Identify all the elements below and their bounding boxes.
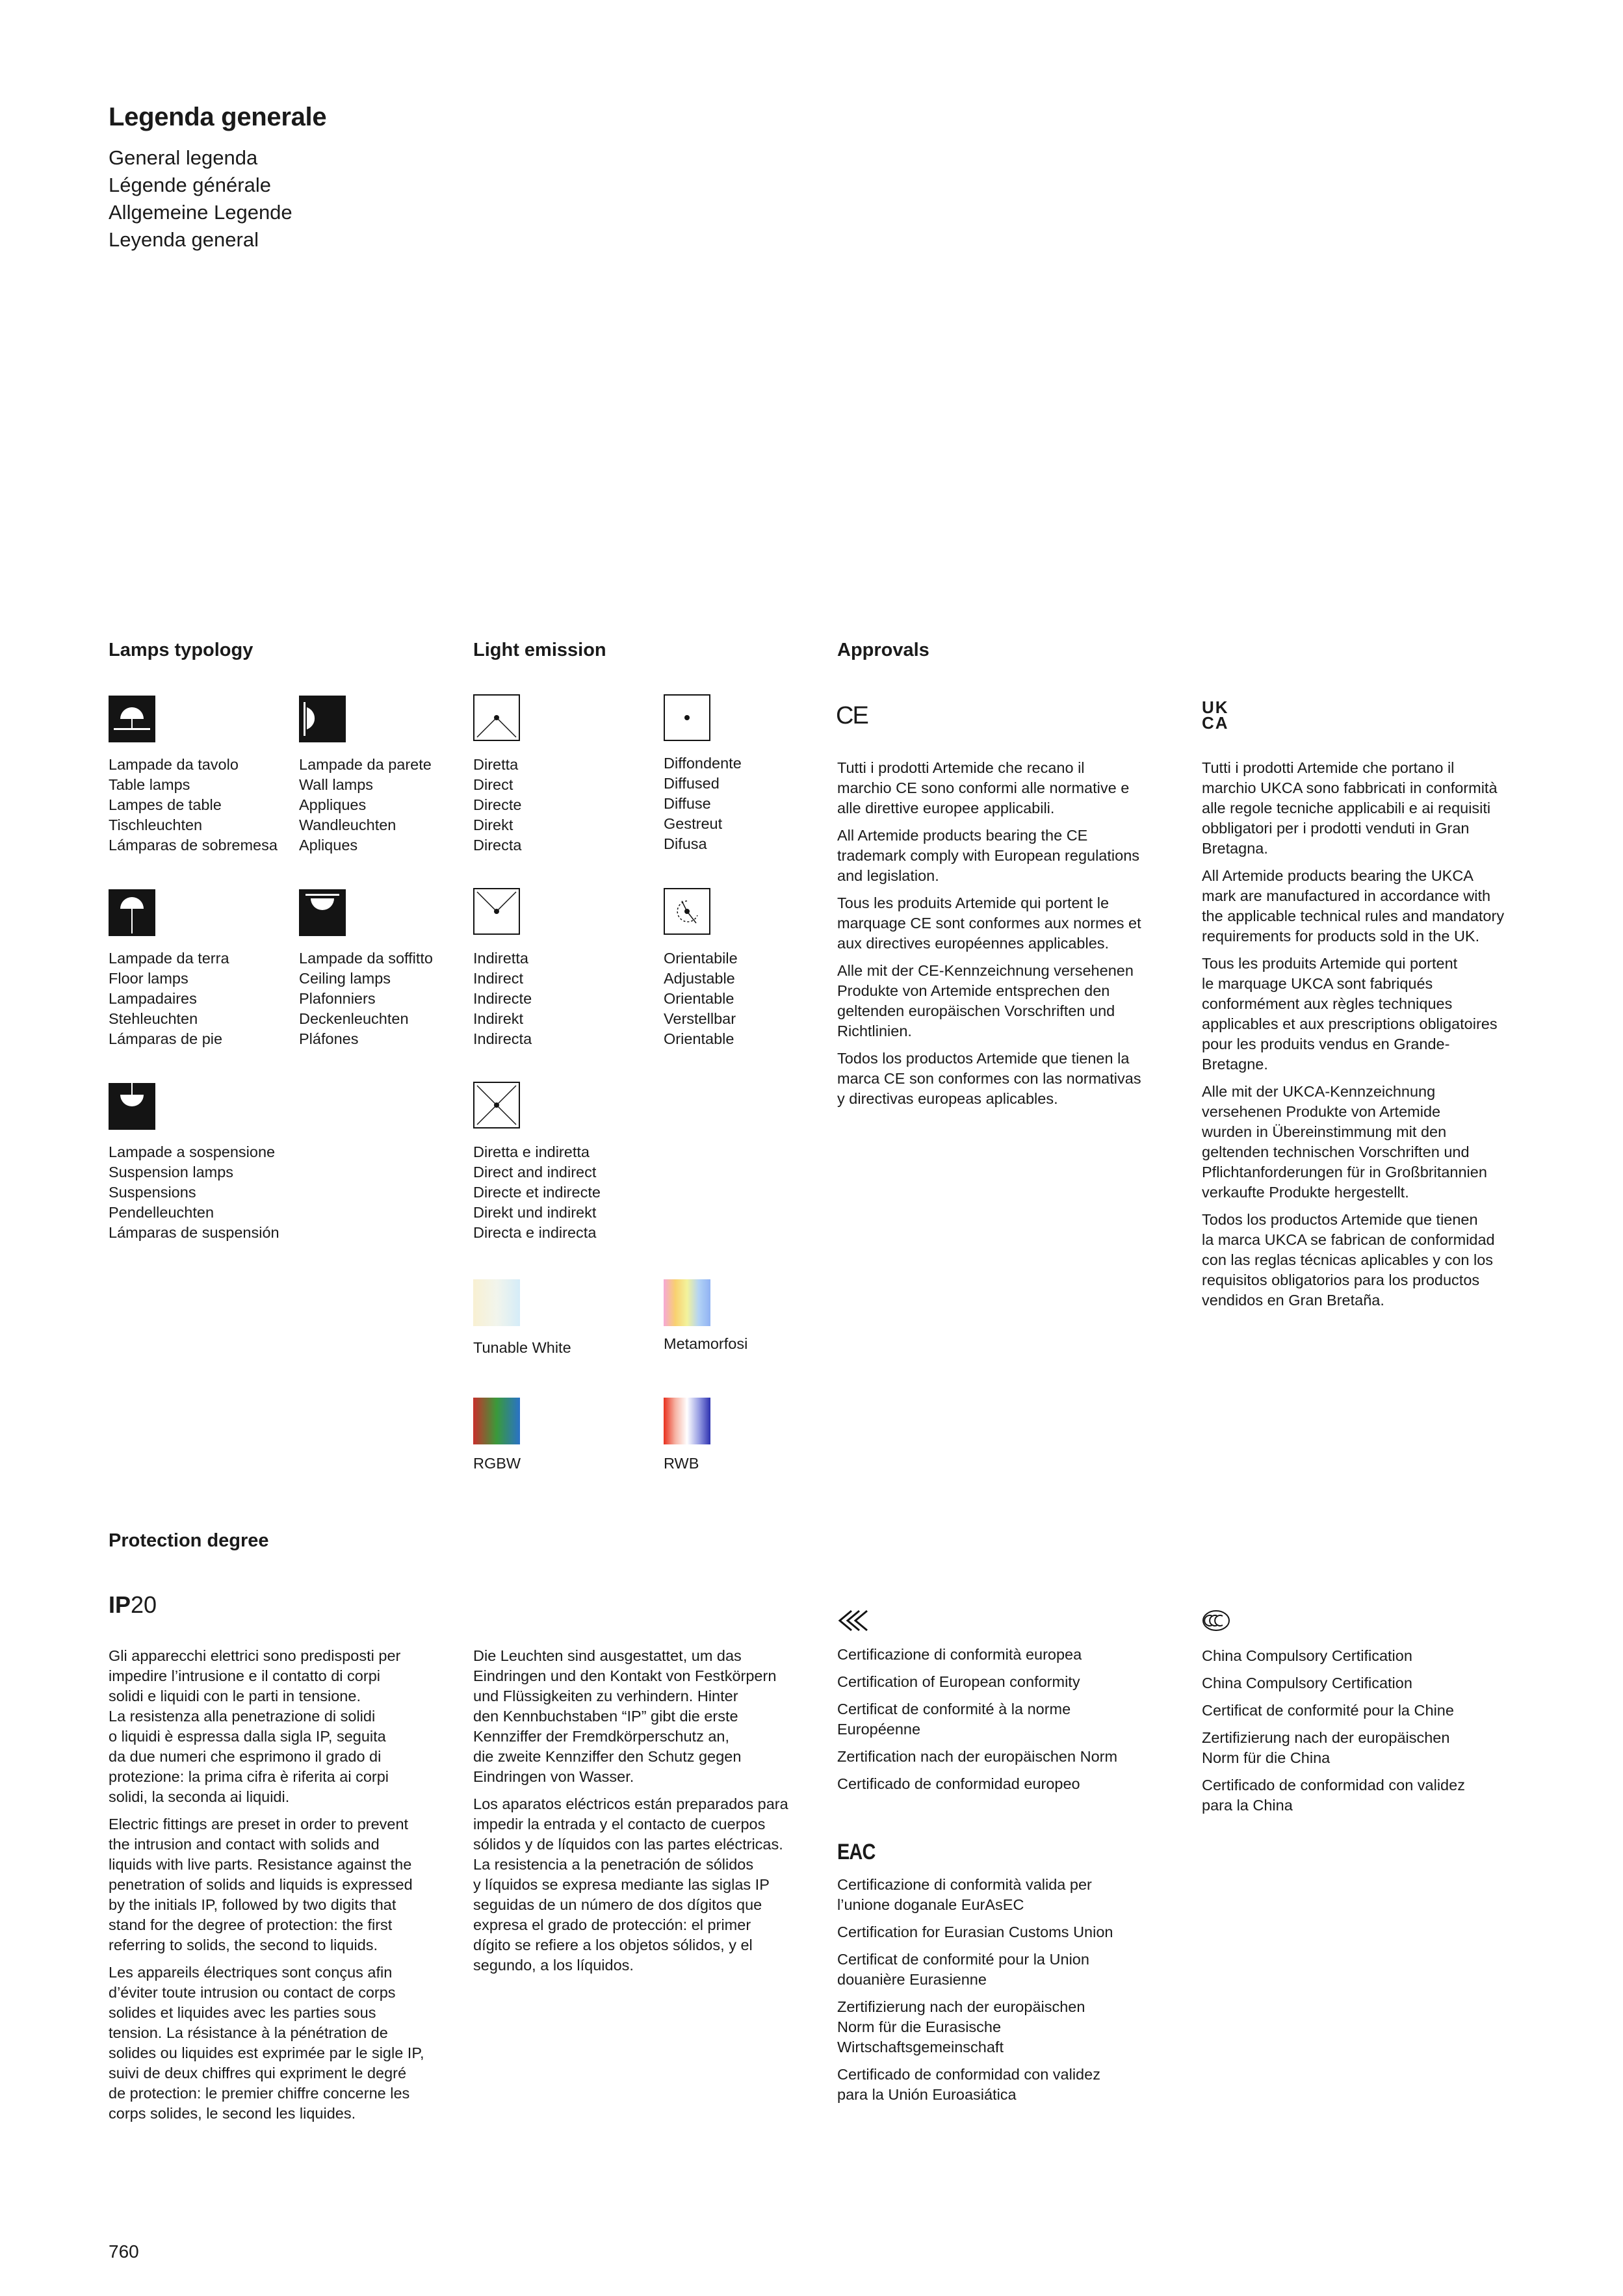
text-line: liquids with live parts. Resistance against the	[109, 1856, 412, 1873]
label-de: Verstellbar	[664, 1010, 736, 1027]
label-en: Direct	[473, 776, 513, 793]
label-es: Lámparas de pie	[109, 1030, 223, 1047]
diffused-light-labels	[664, 753, 742, 854]
text-line: Tutti i prodotti Artemide che portano il	[1202, 759, 1455, 776]
text-line: China Compulsory Certification	[1202, 1675, 1412, 1691]
text-line: Certificado de conformidad con validez	[837, 2066, 1100, 2083]
adjustable-light-labels	[664, 948, 738, 1049]
text-line: o liquidi è espressa dalla sigla IP, seguita	[109, 1728, 386, 1745]
text-line: suivi de deux chiffres qui expriment le degré	[109, 2065, 407, 2081]
text-line: Richtlinien.	[837, 1023, 912, 1039]
label-es: Difusa	[664, 835, 707, 852]
ce-description	[837, 758, 1141, 1116]
label-en: Floor lamps	[109, 970, 188, 987]
text-line: Bretagne.	[1202, 1056, 1268, 1073]
direct-light-labels	[473, 755, 521, 855]
label-en: Diffused	[664, 775, 720, 792]
direct-indirect-light-icon	[473, 1082, 520, 1128]
text-line: and legislation.	[837, 867, 939, 884]
indirect-light-labels	[473, 948, 532, 1049]
light-emission-heading: Light emission	[473, 640, 606, 660]
ccc-mark-icon	[1202, 1610, 1230, 1635]
text-line: Alle mit der UKCA-Kennzeichnung	[1202, 1083, 1436, 1100]
text-line: Certificat de conformité pour la Chine	[1202, 1702, 1454, 1719]
direct-light-icon	[473, 694, 520, 741]
label-it: Lampade da soffitto	[299, 950, 433, 967]
text-line: Eindringen und den Kontakt von Festkörpern	[473, 1667, 777, 1684]
text-line: solides et liquides avec les parties sous	[109, 2004, 376, 2021]
text-line: solidi, la seconda ai liquidi.	[109, 1788, 290, 1805]
text-line: Tous les produits Artemide qui portent	[1202, 955, 1458, 972]
text-line: da due numeri che esprimono il grado di	[109, 1748, 382, 1765]
text-line: expresa el grado de protección: el primer	[473, 1916, 751, 1933]
text-line: marca CE son conformes con las normativas	[837, 1070, 1141, 1087]
tunable-white-swatch	[473, 1279, 520, 1326]
label-es: Directa e indirecta	[473, 1224, 597, 1241]
label-en: Indirect	[473, 970, 524, 987]
subtitle-es: Leyenda general	[109, 228, 259, 251]
text-line: y líquidos se expresa mediante las siglas IP	[473, 1876, 770, 1893]
text-line: Tous les produits Artemide qui portent le	[837, 894, 1110, 911]
text-line: Certificazione di conformità europea	[837, 1646, 1082, 1663]
direct-indirect-light-labels	[473, 1142, 601, 1243]
text-line: die zweite Kennziffer den Schutz gegen	[473, 1748, 742, 1765]
label-es: Apliques	[299, 837, 358, 854]
subtitle-en: General legenda	[109, 146, 258, 169]
page-number: 760	[109, 2241, 139, 2262]
label-it: Orientabile	[664, 950, 738, 967]
text-line: requirements for products sold in the UK.	[1202, 928, 1480, 945]
text-line: Certification of European conformity	[837, 1673, 1080, 1690]
text-line: Zertifizierung nach der europäischen	[1202, 1729, 1450, 1746]
text-line: seguidas de un número de dos dígitos que	[473, 1896, 762, 1913]
text-line: La resistencia a la penetración de sólidos	[473, 1856, 754, 1873]
text-line: dígito se refiere a los objetos sólidos, y el	[473, 1937, 753, 1953]
text-line: sólidos y de líquidos con las partes eléctricas.	[473, 1836, 783, 1853]
label-en: Ceiling lamps	[299, 970, 391, 987]
text-line: Pflichtanforderungen für in Großbritannien	[1202, 1164, 1487, 1181]
label-fr: Indirecte	[473, 990, 532, 1007]
text-line: Kennziffer der Fremdkörperschutz an,	[473, 1728, 730, 1745]
label-de: Pendelleuchten	[109, 1204, 214, 1221]
rwb-label: RWB	[664, 1455, 699, 1472]
text-line: solides ou liquides est exprimée par le sigle IP,	[109, 2044, 424, 2061]
text-line: marquage CE sont conformes aux normes et	[837, 915, 1141, 932]
text-line: impedire l’intrusione e il contatto di corpi	[109, 1667, 380, 1684]
text-line: geltenden europäischen Vorschriften und	[837, 1002, 1115, 1019]
text-line: referring to solids, the second to liquids.	[109, 1937, 378, 1953]
indirect-light-icon	[473, 888, 520, 935]
label-es: Lámparas de sobremesa	[109, 837, 278, 854]
ceiling-lamp-labels	[299, 948, 433, 1049]
text-line: para la Unión Euroasiática	[837, 2086, 1017, 2103]
label-it: Lampade a sospensione	[109, 1143, 276, 1160]
label-fr: Plafonniers	[299, 990, 376, 1007]
label-it: Diretta e indiretta	[473, 1143, 590, 1160]
text-line: verkaufte Produkte hergestellt.	[1202, 1184, 1409, 1201]
text-line: penetration of solids and liquids is expressed	[109, 1876, 413, 1893]
text-line: d’éviter toute intrusion ou contact de corps	[109, 1984, 396, 2001]
ip-rating	[109, 1591, 157, 1619]
label-it: Diretta	[473, 756, 519, 773]
label-es: Directa	[473, 837, 522, 854]
ceiling-lamp-icon	[299, 889, 346, 936]
text-line: Tutti i prodotti Artemide che recano il	[837, 759, 1085, 776]
label-de: Stehleuchten	[109, 1010, 198, 1027]
text-line: douanière Eurasienne	[837, 1971, 987, 1988]
text-line: Les appareils électriques sont conçus afin	[109, 1964, 393, 1981]
text-line: Certificado de conformidad con validez	[1202, 1777, 1465, 1794]
floor-lamp-icon	[109, 889, 155, 936]
text-line: la marca UKCA se fabrican de conformidad	[1202, 1231, 1495, 1248]
approvals-heading: Approvals	[837, 640, 929, 660]
label-en: Adjustable	[664, 970, 735, 987]
text-line: protezione: la prima cifra è riferita ai corpi	[109, 1768, 389, 1785]
label-it: Indiretta	[473, 950, 528, 967]
label-it: Lampade da tavolo	[109, 756, 239, 773]
wall-lamp-labels	[299, 755, 432, 855]
text-line: Die Leuchten sind ausgestattet, um das	[473, 1647, 742, 1664]
text-line: Norm für die China	[1202, 1749, 1331, 1766]
label-it: Diffondente	[664, 755, 742, 772]
label-en: Wall lamps	[299, 776, 374, 793]
enec-mark-icon	[837, 1610, 870, 1635]
adjustable-light-icon	[664, 888, 710, 935]
ukca-mark-icon	[1202, 699, 1229, 731]
text-line: aux directives européennes applicables.	[837, 935, 1110, 952]
text-line: La resistenza alla penetrazione di solidi	[109, 1708, 376, 1725]
text-line: by the initials IP, followed by two digits that	[109, 1896, 396, 1913]
ip-prefix: IP	[109, 1591, 131, 1618]
text-line: und Flüssigkeiten zu verhindern. Hinter	[473, 1688, 738, 1704]
text-line: All Artemide products bearing the UKCA	[1202, 867, 1474, 884]
text-line: le marquage UKCA sont fabriqués	[1202, 975, 1433, 992]
metamorfosi-swatch	[664, 1279, 710, 1326]
text-line: Todos los productos Artemide que tienen	[1202, 1211, 1478, 1228]
text-line: Certificazione di conformità valida per	[837, 1876, 1092, 1893]
ukca-description	[1202, 758, 1504, 1318]
text-line: para la China	[1202, 1797, 1293, 1814]
text-line: Todos los productos Artemide que tienen la	[837, 1050, 1130, 1067]
text-line: UK	[1202, 698, 1229, 717]
text-line: segundo, a los líquidos.	[473, 1957, 634, 1974]
subtitle-group	[109, 144, 292, 254]
text-line: the intrusion and contact with solids and	[109, 1836, 380, 1853]
enec-description	[837, 1645, 1117, 1801]
label-de: Tischleuchten	[109, 816, 203, 833]
text-line: Wirtschaftsgemeinschaft	[837, 2039, 1004, 2055]
ce-mark-icon: CE	[836, 702, 868, 729]
text-line: alle direttive europee applicabili.	[837, 800, 1055, 816]
text-line: Alle mit der CE-Kennzeichnung versehenen	[837, 962, 1134, 979]
text-line: trademark comply with European regulations	[837, 847, 1140, 864]
table-lamp-labels	[109, 755, 278, 855]
label-es: Indirecta	[473, 1030, 532, 1047]
text-line: con las reglas técnicas aplicables y con los	[1202, 1251, 1494, 1268]
text-line: Bretagna.	[1202, 840, 1268, 857]
text-line: Zertifizierung nach der europäischen	[837, 1998, 1085, 2015]
text-line: wurden in Übereinstimmung mit den	[1202, 1123, 1447, 1140]
diffused-light-icon	[664, 694, 710, 741]
text-line: vendidos en Gran Bretaña.	[1202, 1292, 1384, 1309]
label-de: Indirekt	[473, 1010, 524, 1027]
eac-mark-icon: EAC	[837, 1840, 876, 1864]
text-line: de protection: le premier chiffre concerne les	[109, 2085, 410, 2102]
text-line: applicables et aux prescriptions obligatoires	[1202, 1015, 1498, 1032]
label-de: Gestreut	[664, 815, 723, 832]
rgbw-swatch	[473, 1398, 520, 1444]
label-fr: Appliques	[299, 796, 367, 813]
label-es: Lámparas de suspensión	[109, 1224, 279, 1241]
label-de: Direkt	[473, 816, 513, 833]
label-fr: Orientable	[664, 990, 734, 1007]
ccc-description	[1202, 1646, 1465, 1823]
label-fr: Lampadaires	[109, 990, 197, 1007]
text-line: conformément aux règles techniques	[1202, 995, 1453, 1012]
rwb-swatch	[664, 1398, 710, 1444]
protection-col1	[109, 1646, 424, 2131]
text-line: versehenen Produkte von Artemide	[1202, 1103, 1441, 1120]
text-line: obbligatori per i prodotti venduti in Gran	[1202, 820, 1470, 837]
text-line: tension. La résistance à la pénétration de	[109, 2024, 388, 2041]
label-de: Deckenleuchten	[299, 1010, 409, 1027]
text-line: Certificado de conformidad europeo	[837, 1775, 1080, 1792]
text-line: Zertification nach der europäischen Norm	[837, 1748, 1118, 1765]
label-de: Wandleuchten	[299, 816, 396, 833]
text-line: Certificat de conformité pour la Union	[837, 1951, 1089, 1968]
text-line: All Artemide products bearing the CE	[837, 827, 1088, 844]
label-es: Pláfones	[299, 1030, 359, 1047]
subtitle-de: Allgemeine Legende	[109, 201, 292, 224]
text-line: pour les produits vendus en Grande-	[1202, 1036, 1450, 1052]
eac-description	[837, 1875, 1113, 2112]
lamps-typology-heading: Lamps typology	[109, 640, 253, 660]
text-line: China Compulsory Certification	[1202, 1647, 1412, 1664]
label-es: Orientable	[664, 1030, 734, 1047]
label-en: Direct and indirect	[473, 1164, 597, 1181]
protection-degree-heading: Protection degree	[109, 1530, 269, 1551]
text-line: l’unione doganale EurAsEC	[837, 1896, 1024, 1913]
page-title: Legenda generale	[109, 103, 327, 131]
protection-col2	[473, 1646, 788, 1983]
text-line: marchio UKCA sono fabbricati in conformità	[1202, 779, 1498, 796]
text-line: alle regole tecniche applicabili e ai requisiti	[1202, 800, 1491, 816]
wall-lamp-icon	[299, 696, 346, 742]
text-line: Certificat de conformité à la norme	[837, 1701, 1071, 1717]
label-it: Lampade da parete	[299, 756, 432, 773]
label-en: Table lamps	[109, 776, 190, 793]
floor-lamp-labels	[109, 948, 229, 1049]
text-line: den Kennbuchstaben “IP” gibt die erste	[473, 1708, 738, 1725]
label-en: Suspension lamps	[109, 1164, 234, 1181]
text-line: y directivas europeas aplicables.	[837, 1090, 1058, 1107]
label-fr: Lampes de table	[109, 796, 222, 813]
text-line: Produkte von Artemide entsprechen den	[837, 982, 1110, 999]
text-line: requisitos obligatorios para los productos	[1202, 1272, 1480, 1288]
text-line: solidi e liquidi con le parti in tensione.	[109, 1688, 361, 1704]
text-line: stand for the degree of protection: the first	[109, 1916, 393, 1933]
text-line: corps solides, le second les liquides.	[109, 2105, 356, 2122]
text-line: geltenden technischen Vorschriften und	[1202, 1143, 1470, 1160]
metamorfosi-label: Metamorfosi	[664, 1335, 748, 1352]
text-line: Norm für die Eurasische	[837, 2018, 1002, 2035]
text-line: the applicable technical rules and mandatory	[1202, 907, 1505, 924]
text-line: Européenne	[837, 1721, 921, 1738]
tunable-white-label: Tunable White	[473, 1339, 571, 1356]
label-fr: Directe et indirecte	[473, 1184, 601, 1201]
ip-value: 20	[131, 1591, 157, 1618]
text-line: Eindringen von Wasser.	[473, 1768, 634, 1785]
label-fr: Directe	[473, 796, 522, 813]
text-line: marchio CE sono conformi alle normative e	[837, 779, 1130, 796]
suspension-lamp-labels	[109, 1142, 279, 1243]
text-line: CA	[1202, 713, 1229, 733]
label-it: Lampade da terra	[109, 950, 229, 967]
text-line: mark are manufactured in accordance with	[1202, 887, 1491, 904]
table-lamp-icon	[109, 696, 155, 742]
text-line: Certification for Eurasian Customs Union	[837, 1924, 1113, 1940]
text-line: impedir la entrada y el contacto de cuerpos	[473, 1816, 766, 1833]
text-line: Electric fittings are preset in order to prevent	[109, 1816, 409, 1833]
text-line: Los aparatos eléctricos están preparados para	[473, 1795, 788, 1812]
suspension-lamp-icon	[109, 1083, 155, 1130]
label-fr: Suspensions	[109, 1184, 196, 1201]
rgbw-label: RGBW	[473, 1455, 521, 1472]
label-de: Direkt und indirekt	[473, 1204, 597, 1221]
subtitle-fr: Légende générale	[109, 174, 271, 196]
label-fr: Diffuse	[664, 795, 711, 812]
text-line: Gli apparecchi elettrici sono predisposti per	[109, 1647, 401, 1664]
